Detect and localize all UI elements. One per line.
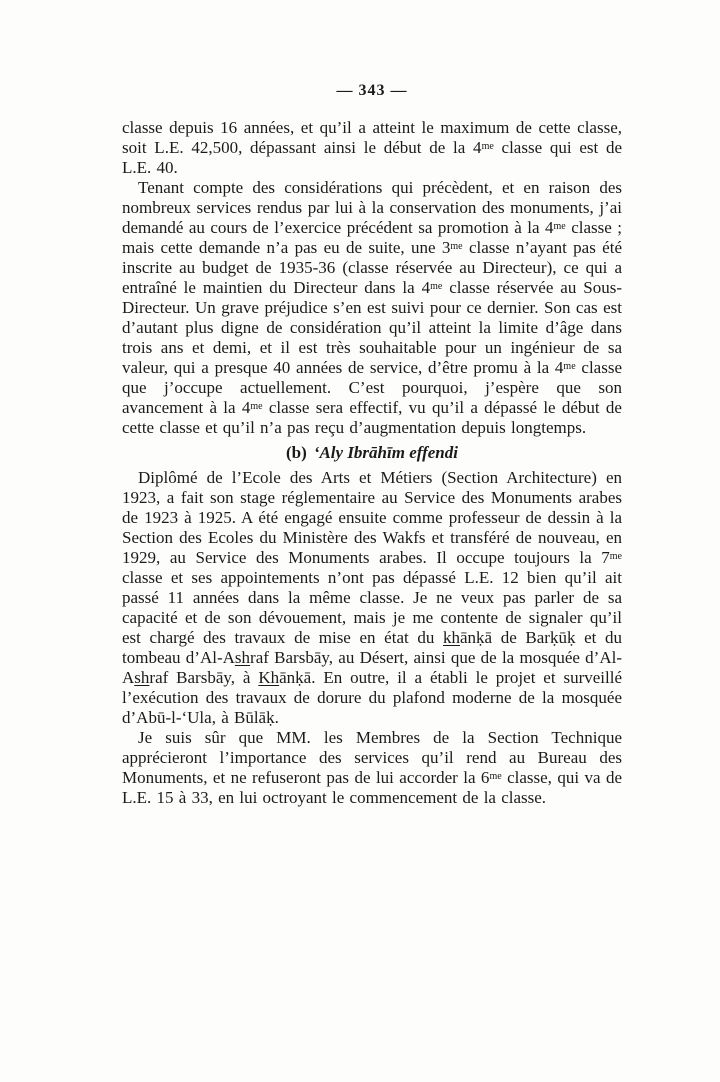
paragraph-promotion-case: Tenant compte des considérations qui précèdent, et en raison des nombreux services rendus par lui à la conservation des monuments, j’ai demandé au cours de l’exercice précédent sa promotion à la $4^{me}$ classe ; mais cette demande n’a pas eu de suite, une $3^{me}$ classe n’ayant pas été inscrite au budget de 1935-36 (classe réservée au Directeur), ce qui a entraîné le maintien du Directeur dans la $4^{me}$ classe réservée au Sous-Directeur. Un grave préjudice s’en est suivi pour ce dernier. Son cas est d’autant plus digne de considération qu’il atteint la limite d’âge dans trois ans et demi, et il est très souhaitable pour un ingénieur de sa valeur, qui a presque 40 années de service, d’être promu à la $4^{me}$ classe que j’occupe actuellement. C’est pourquoi, j’espère que son avancement à la $4^{me}$ classe sera effectif, vu qu’il a dépassé le début de cette classe et qu’il n’a pas reçu d’augmentation depuis longtemps. <box>122 178 622 437</box>
section-heading <box>122 443 622 463</box>
paragraph-conclusion: Je suis sûr que MM. les Membres de la Section Technique apprécieront l’importance des services qu’il rend au Bureau des Monuments, et ne refuseront pas de lui accorder la $6^{me}$ classe, qui va de L.E. 15 à 33, en lui octroyant le commencement de la classe. <box>122 728 622 807</box>
page-number: — 343 — <box>336 82 408 99</box>
paragraph-continuation: classe depuis 16 années, et qu’il a atteint le maximum de cette classe, soit L.E. 42,500, dépassant ainsi le début de la $4^{me}$ classe qui est de L.E. 40. <box>122 118 622 177</box>
section-heading-label: (b) <box>286 443 307 462</box>
paragraph-biography: Diplômé de l’Ecole des Arts et Métiers (Section Architecture) en 1923, a fait son stage réglementaire au Service des Monuments arabes de 1923 à 1925. A été engagé ensuite comme professeur de dessin à la Section des Ecoles du Ministère des Wakfs et transféré de nouveau, en 1929, au Service des Monuments arabes. Il occupe toujours la $7^{me}$ classe et ses appointements n’ont pas dépassé L.E. 12 bien qu’il ait passé 11 années dans la même classe. Je ne veux pas parler de sa capacité et de son dévouement, mais je me contente de signaler qu’il est chargé des travaux de mise en état du khānḳā de Barḳūḳ et du tombeau d’Al-Ashraf Barsbāy, au Désert, ainsi que de la mosquée d’Al-Ashraf Barsbāy, à Khānḳā. En outre, il a établi le projet et surveillé l’exécution des travaux de dorure du plafond moderne de la mosquée d’Abū-l-‘Ula, à Būlāḳ. <box>122 468 623 727</box>
section-heading-title: ‘Aly Ibrāhīm effendi <box>313 443 458 462</box>
